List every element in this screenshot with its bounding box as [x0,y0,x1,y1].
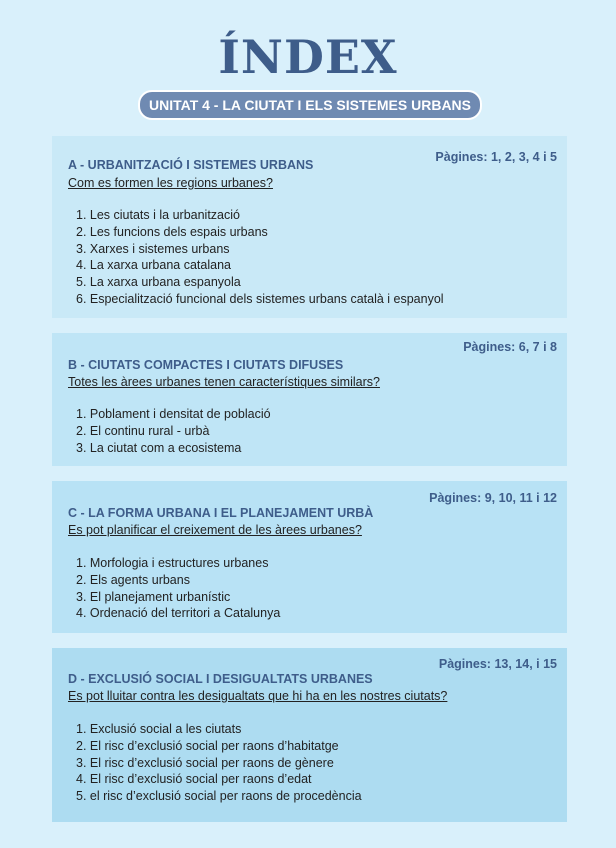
section-pages: Pàgines: 9, 10, 11 i 12 [429,491,557,505]
list-item: 4. Ordenació del territori a Catalunya [76,606,281,621]
section-pages: Pàgines: 6, 7 i 8 [463,340,557,354]
section-pages: Pàgines: 13, 14, i 15 [438,657,557,671]
section-heading: A - URBANITZACIÓ I SISTEMES URBANS [68,158,314,172]
list-item: 3. La ciutat com a ecosistema [76,440,242,455]
list-item: 2. El risc d’exclusió social per raons d’habitatge [76,738,339,753]
list-item: 4. El risc d’exclusió social per raons d’edat [76,772,312,787]
list-item: 1. Poblament i densitat de població [76,407,271,421]
list-item: 5. el risc d’exclusió social per raons de procedència [76,789,362,804]
section-list [68,721,362,805]
section-question: Com es formen les regions urbanes? [68,176,273,190]
list-item: 6. Especialització funcional dels sistemes urbans català i espanyol [76,291,444,306]
section-list [68,555,280,622]
section-card-a [52,136,567,318]
section-heading: B - CIUTATS COMPACTES I CIUTATS DIFUSES [68,358,344,372]
section-question: Totes les àrees urbanes tenen característiques similars? [68,375,380,389]
section-card-b [52,333,567,466]
section-question: Es pot planificar el creixement de les àrees urbanes? [68,523,362,537]
section-heading: C - LA FORMA URBANA I EL PLANEJAMENT URBÀ [68,506,374,520]
section-pages: Pàgines: 1, 2, 3, 4 i 5 [435,150,557,164]
section-question: Es pot lluitar contra les desigualtats que hi ha en les nostres ciutats? [68,689,448,703]
list-item: 1. Les ciutats i la urbanització [76,208,240,222]
list-item: 4. La xarxa urbana catalana [76,258,231,273]
list-item: 2. El continu rural - urbà [76,423,210,438]
list-item: 2. Les funcions dels espais urbans [76,224,268,239]
list-item: 3. El risc d’exclusió social per raons de gènere [76,755,334,770]
page-title: ÍNDEX [218,30,398,84]
list-item: 1. Morfologia i estructures urbanes [76,556,269,570]
section-list [68,207,444,308]
list-item: 3. El planejament urbanístic [76,589,231,604]
unit-subtitle: UNITAT 4 - LA CIUTAT I ELS SISTEMES URBANS [138,90,482,120]
section-card-d [52,648,567,822]
section-list [68,406,271,456]
list-item: 5. La xarxa urbana espanyola [76,275,241,290]
list-item: 3. Xarxes i sistemes urbans [76,241,230,256]
list-item: 2. Els agents urbans [76,572,190,587]
section-heading: D - EXCLUSIÓ SOCIAL I DESIGUALTATS URBANES [68,672,373,686]
section-card-c [52,481,567,633]
list-item: 1. Exclusió social a les ciutats [76,722,242,736]
